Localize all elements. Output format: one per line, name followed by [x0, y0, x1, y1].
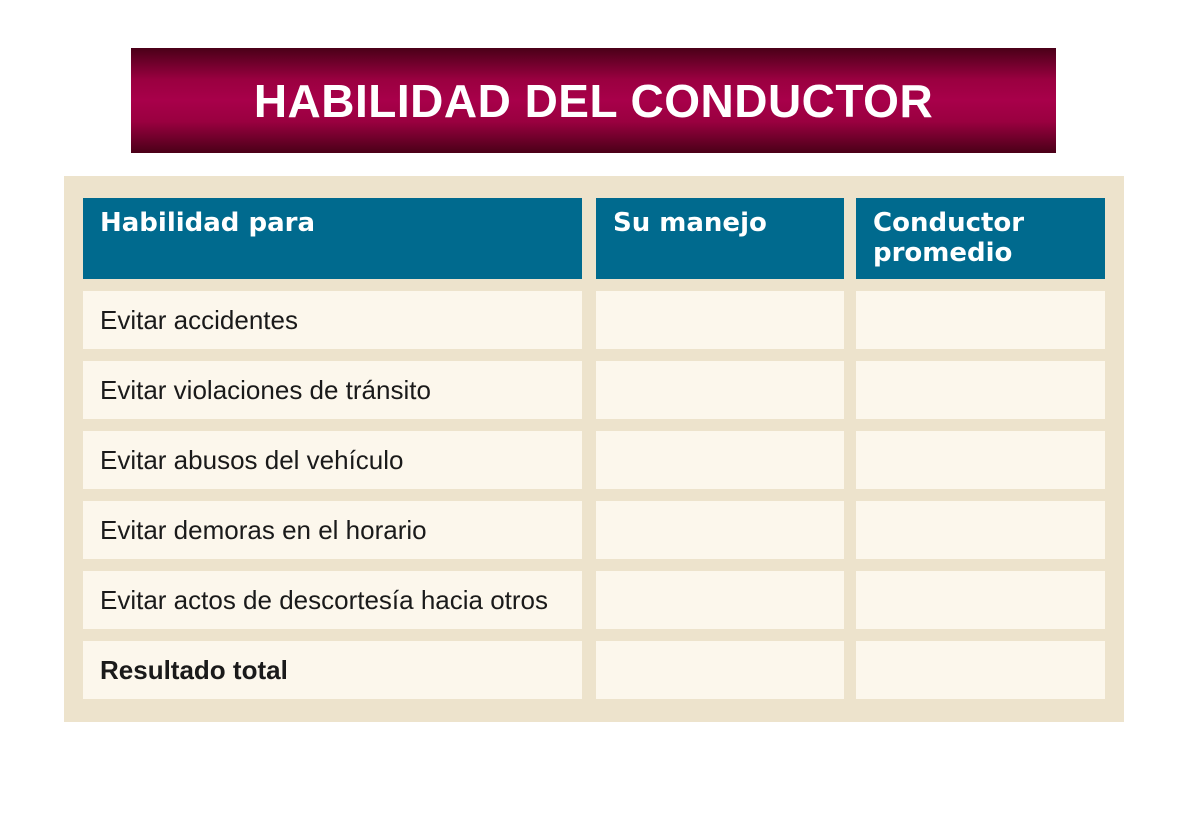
page-title: HABILIDAD DEL CONDUCTOR — [253, 74, 934, 127]
su-manejo-cell[interactable] — [596, 291, 844, 349]
su-manejo-cell[interactable] — [596, 571, 844, 629]
row-label: Evitar demoras en el horario — [83, 501, 582, 559]
header-cell-habilidad: Habilidad para — [83, 198, 582, 279]
row-label: Evitar accidentes — [83, 291, 582, 349]
conductor-promedio-cell[interactable] — [856, 291, 1105, 349]
row-label: Evitar violaciones de tránsito — [83, 361, 582, 419]
skills-table — [64, 176, 1124, 722]
su-manejo-cell[interactable] — [596, 501, 844, 559]
title-banner — [131, 48, 1056, 153]
su-manejo-cell[interactable] — [596, 361, 844, 419]
header-cell-su-manejo: Su manejo — [596, 198, 844, 279]
conductor-promedio-cell[interactable] — [856, 361, 1105, 419]
header-cell-conductor-promedio: Conductor promedio — [856, 198, 1105, 279]
conductor-promedio-cell[interactable] — [856, 501, 1105, 559]
row-label: Evitar abusos del vehículo — [83, 431, 582, 489]
conductor-promedio-cell[interactable] — [856, 431, 1105, 489]
total-row-label: Resultado total — [83, 641, 582, 699]
su-manejo-total-cell[interactable] — [596, 641, 844, 699]
conductor-promedio-total-cell[interactable] — [856, 641, 1105, 699]
row-label: Evitar actos de descortesía hacia otros — [83, 571, 582, 629]
su-manejo-cell[interactable] — [596, 431, 844, 489]
conductor-promedio-cell[interactable] — [856, 571, 1105, 629]
